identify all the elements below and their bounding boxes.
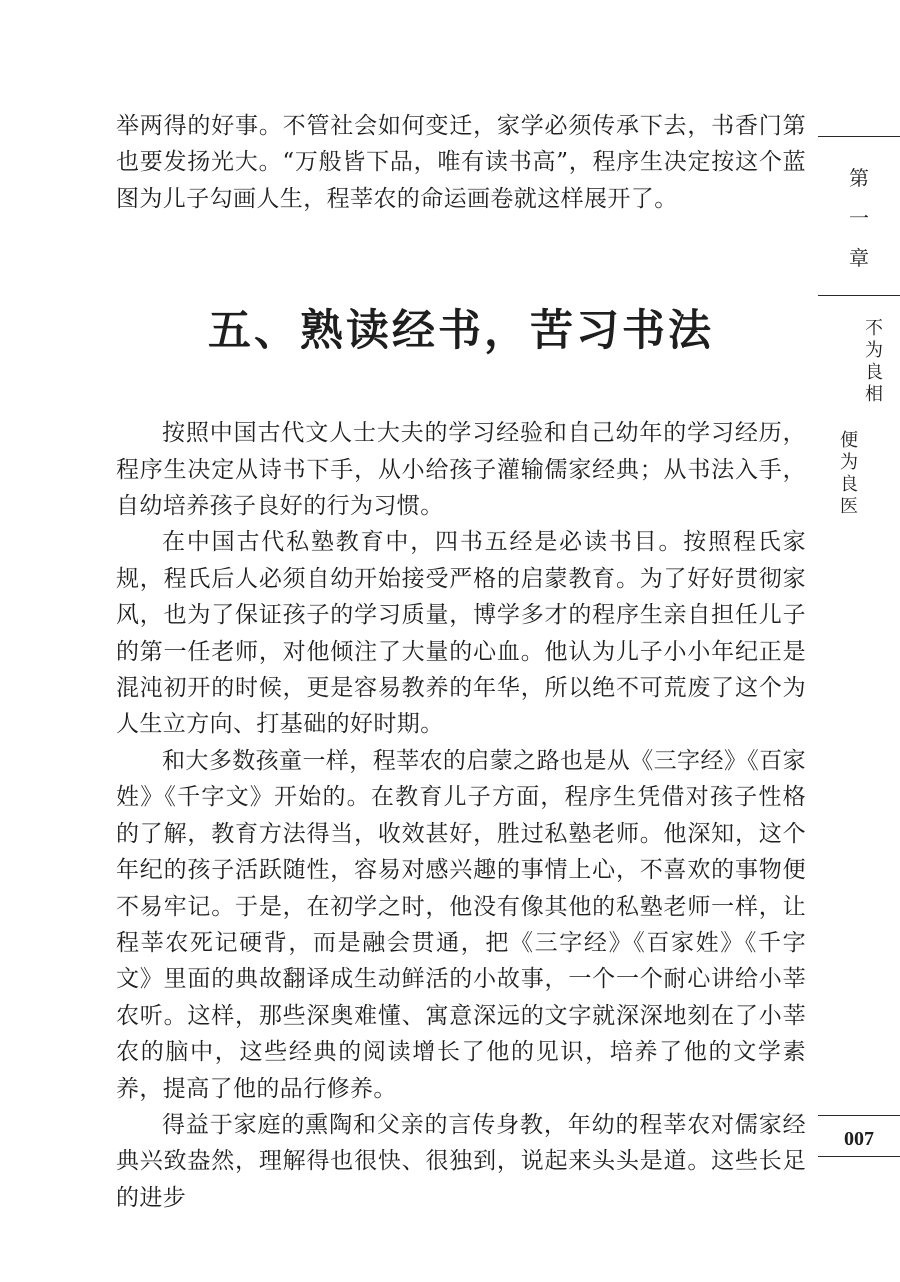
page-number: 007 (844, 1128, 874, 1150)
main-text-column (116, 108, 806, 1216)
sidebar-rule-page-bottom (818, 1156, 900, 1157)
chapter-char: 一 (849, 206, 869, 230)
paragraph-continuation: 举两得的好事。不管社会如何变迁，家学必须传承下去，书香门第也要发扬光大。“万般皆下品，唯有读书高”，程序生决定按这个蓝图为儿子勾画人生，程莘农的命运画卷就这样展开了。 (116, 113, 806, 212)
sidebar-rule-page-top (818, 1115, 900, 1116)
chapter-subtitle-col1: 不为良相 (862, 318, 883, 406)
section-title: 五、熟读经书，苦习书法 (208, 306, 714, 357)
chapter-char: 章 (849, 246, 869, 270)
sidebar-rule-middle (818, 295, 900, 296)
chapter-subtitle-col2: 便为良医 (837, 430, 858, 518)
chapter-sidebar (818, 0, 900, 1282)
paragraph: 在中国古代私塾教育中，四书五经是必读书目。按照程氏家规，程氏后人必须自幼开始接受严格的启蒙教育。为了好好贯彻家风，也为了保证孩子的学习质量，博学多才的程序生亲自担任儿子的第一任老师，对他倾注了大量的心血。他认为儿子小小年纪正是混沌初开的时候，更是容易教养的年华，所以绝不可荒废了这个为人生立方向、打基础的好时期。 (116, 529, 806, 738)
sidebar-rule-top (818, 136, 900, 137)
paragraph: 得益于家庭的熏陶和父亲的言传身教，年幼的程莘农对儒家经典兴致盎然，理解得也很快、很独到，说起来头头是道。这些长足的进步 (116, 1111, 806, 1211)
paragraph: 按照中国古代文人士大夫的学习经验和自己幼年的学习经历，程序生决定从诗书下手，从小给孩子灌输儒家经典；从书法入手，自幼培养孩子良好的行为习惯。 (116, 420, 806, 520)
paragraph: 和大多数孩童一样，程莘农的启蒙之路也是从《三字经》《百家姓》《千字文》开始的。在教育儿子方面，程序生凭借对孩子性格的了解，教育方法得当，收效甚好，胜过私塾老师。他深知，这个年纪的孩子活跃随性，容易对感兴趣的事情上心，不喜欢的事物便不易牢记。于是，在初学之时，他没有像其他的私塾老师一样，让程莘农死记硬背，而是融会贯通，把《三字经》《百家姓》《千字文》里面的典故翻译成生动鲜活的小故事，一个一个耐心讲给小莘农听。这样，那些深奥难懂、寓意深远的文字就深深地刻在了小莘农的脑中，这些经典的阅读增长了他的见识，培养了他的文学素养，提高了他的品行修养。 (116, 747, 806, 1102)
chapter-char: 第 (849, 166, 869, 190)
